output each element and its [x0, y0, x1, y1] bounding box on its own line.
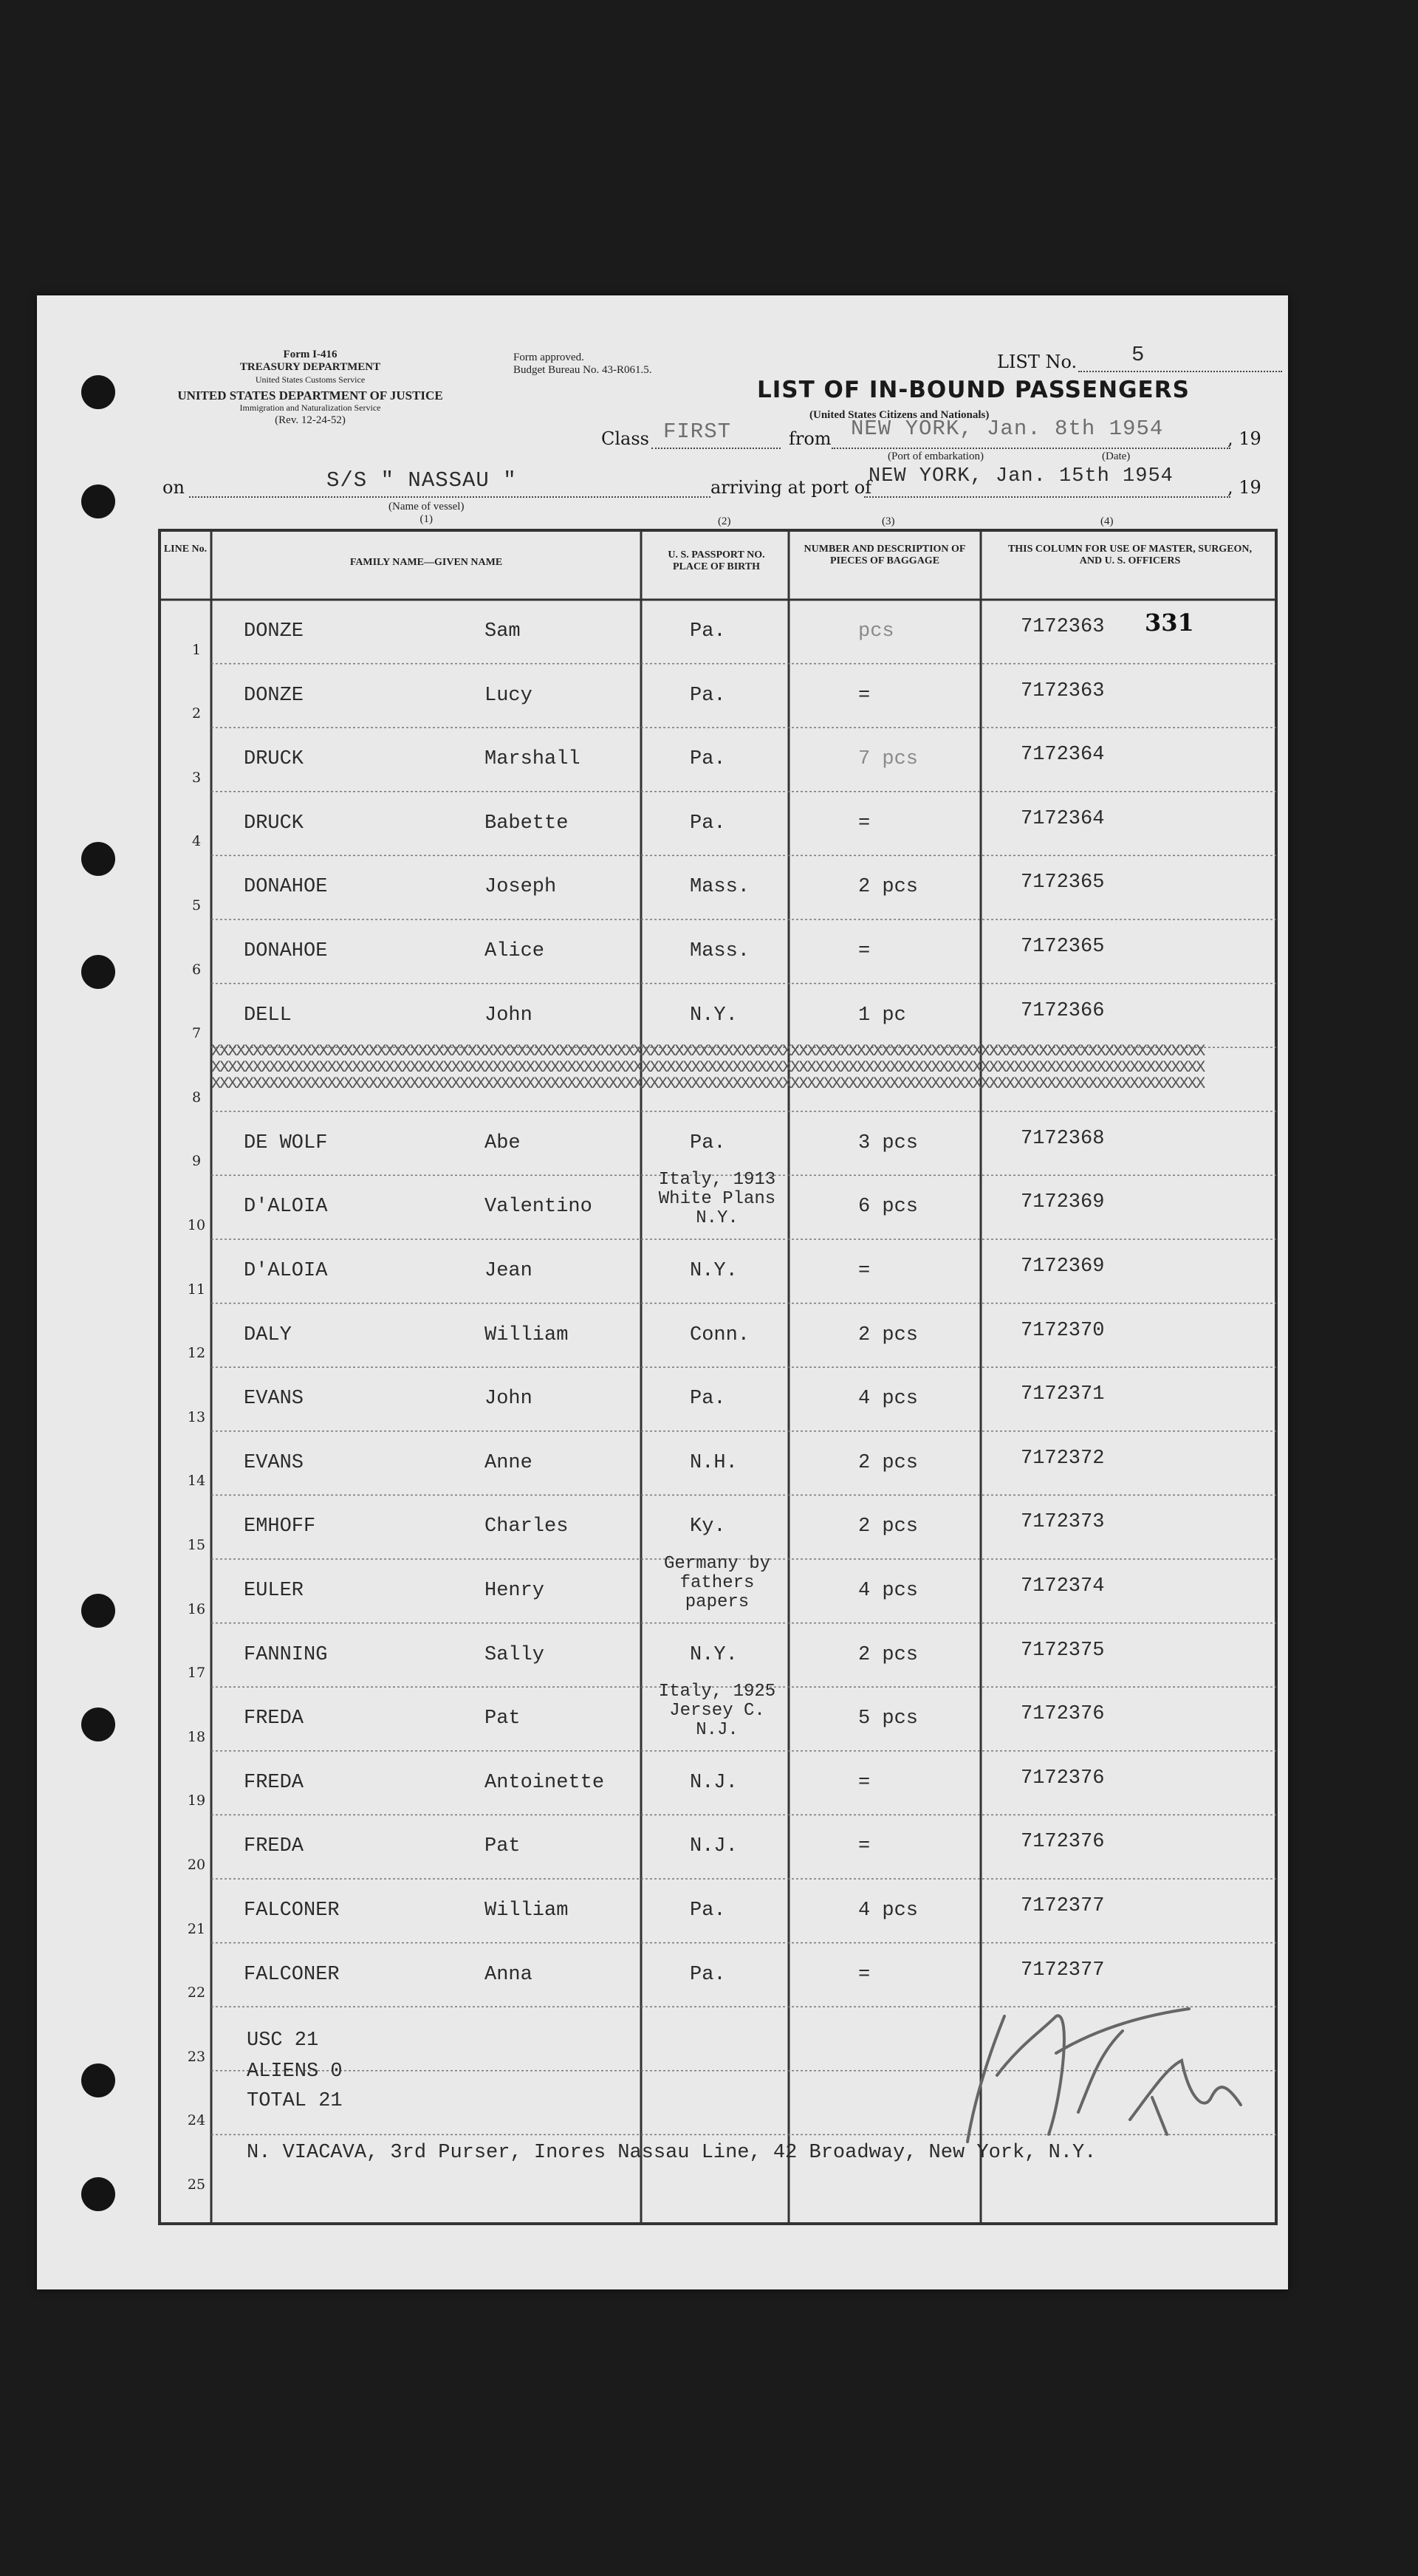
given-name: Lucy — [484, 684, 532, 707]
baggage: = — [858, 1963, 871, 1986]
crossed-out-row: XXXXXXXXXXXXXXXXXXXXXXXXXXXXXXXXXXXXXXXXXXXXXXXXXXXXXXXXXXXXXXXXXXXXXXXXXXXXXXXXXXXXXXXXXXXXXXXXXXXXXXXXXXXXXXXXXXXXXXXX XXXXXXXXXXXXXXXXXXXXXXXXXXXXXXXXXXXXXXXXXXXXXXXXXXXXXXXXXXXXXXXXXXXXXXXXXXXXXXXXXXXXXXXXXXXXXXXXXXXXXXXXXXXXXXXXXXXXXXXX XXXXXXXXXXXXXXXXXXXXXXXXXXXXXXXXXXXXXXXXXXXXXXXXXXXXXXXXXXXXXXXXXXXXXXXXXXXXXXXXXXXXXXXXXXXXXXXXXXXXXXXXXXXXXXXXXXXXXXXX — [211, 1044, 1205, 1091]
place-of-birth: Italy, 1925 Jersey C. N.J. — [658, 1682, 776, 1741]
family-name: DONZE — [244, 684, 304, 707]
given-name: Anna — [484, 1963, 532, 1986]
officer-number: 7172365 — [1021, 871, 1105, 894]
family-name: D'ALOIA — [244, 1260, 328, 1282]
given-name: Joseph — [484, 876, 557, 899]
family-name: DELL — [244, 1004, 292, 1027]
line-number: 10 — [187, 1217, 206, 1233]
line-number: 21 — [187, 1920, 206, 1937]
place-of-birth: N.Y. — [690, 1643, 738, 1666]
place-of-birth: Pa. — [690, 1900, 726, 1922]
year-suffix-1: , 19 — [1227, 428, 1261, 449]
line-number: 25 — [187, 2176, 206, 2193]
baggage: 2 pcs — [858, 876, 919, 899]
total-all: TOTAL 21 — [247, 2090, 343, 2112]
line-number: 18 — [187, 1728, 206, 1745]
family-name: D'ALOIA — [244, 1196, 328, 1219]
officer-number: 7172374 — [1021, 1575, 1105, 1597]
place-of-birth: N.H. — [690, 1451, 738, 1474]
line-number: 22 — [187, 1984, 206, 2001]
baggage: = — [858, 1260, 871, 1282]
family-name: FREDA — [244, 1835, 304, 1858]
officer-number: 7172369 — [1021, 1256, 1105, 1278]
line-number: 19 — [187, 1792, 206, 1809]
given-name: Sally — [484, 1643, 545, 1666]
place-of-birth: Mass. — [690, 940, 750, 962]
baggage: 2 pcs — [858, 1323, 919, 1346]
given-name: Antoinette — [484, 1771, 605, 1794]
baggage: = — [858, 1835, 871, 1858]
port-caption: (Port of embarkation) — [888, 451, 984, 462]
officer-number: 7172375 — [1021, 1639, 1105, 1662]
family-name: FALCONER — [244, 1963, 340, 1986]
baggage: 4 pcs — [858, 1900, 919, 1922]
baggage: 2 pcs — [858, 1643, 919, 1666]
col-header-name: FAMILY NAME—GIVEN NAME — [349, 557, 503, 568]
given-name: Pat — [484, 1707, 521, 1730]
baggage: pcs — [858, 620, 894, 643]
revision: (Rev. 12-24-52) — [275, 414, 346, 426]
baggage: 4 pcs — [858, 1580, 919, 1602]
family-name: DONAHOE — [244, 876, 328, 899]
line-number: 4 — [191, 833, 202, 850]
line-number: 11 — [187, 1281, 206, 1298]
place-of-birth: N.Y. — [690, 1260, 738, 1282]
given-name: John — [484, 1004, 532, 1027]
document-title: LIST OF IN-BOUND PASSENGERS — [757, 377, 1190, 403]
officer-number: 7172364 — [1021, 744, 1105, 767]
family-name: DONAHOE — [244, 940, 328, 962]
col-header-baggage: NUMBER AND DESCRIPTION OF PIECES OF BAGGAGE — [804, 544, 966, 566]
line-number: 5 — [191, 897, 202, 914]
officer-number: 7172377 — [1021, 1895, 1105, 1917]
arriving-label: arriving at port of — [710, 477, 872, 498]
baggage: = — [858, 940, 871, 962]
baggage: 5 pcs — [858, 1707, 919, 1730]
given-name: Babette — [484, 812, 569, 835]
line-number: 2 — [191, 705, 202, 722]
family-name: DONZE — [244, 620, 304, 643]
family-name: FANNING — [244, 1643, 328, 1666]
line-number: 6 — [191, 961, 202, 978]
treasury-dept: TREASURY DEPARTMENT — [239, 361, 381, 373]
place-of-birth: N.J. — [690, 1771, 738, 1794]
given-name: Marshall — [484, 748, 580, 771]
justice-dept: UNITED STATES DEPARTMENT OF JUSTICE — [177, 388, 443, 402]
place-of-birth: Pa. — [690, 1131, 726, 1154]
baggage: 2 pcs — [858, 1451, 919, 1474]
line-number: 24 — [187, 2112, 206, 2129]
budget-bureau: Budget Bureau No. 43-R061.5. — [513, 364, 652, 376]
col-header-line: LINE No. — [163, 544, 208, 555]
form-number: Form I-416 — [283, 349, 338, 360]
family-name: DRUCK — [244, 748, 304, 771]
line-number: 3 — [191, 769, 202, 786]
place-of-birth: Pa. — [690, 1963, 726, 1986]
immigration-service: Immigration and Naturalization Service — [239, 402, 381, 413]
family-name: EVANS — [244, 1388, 304, 1411]
baggage: 6 pcs — [858, 1196, 919, 1219]
given-name: Valentino — [484, 1196, 592, 1219]
family-name: EMHOFF — [244, 1515, 316, 1538]
family-name: DALY — [244, 1323, 292, 1346]
col3-number: (3) — [882, 515, 895, 527]
class-label: Class — [601, 428, 649, 449]
place-of-birth: Pa. — [690, 620, 726, 643]
officer-number: 7172376 — [1021, 1767, 1105, 1789]
year-suffix-2: , 19 — [1227, 477, 1261, 498]
line-number: 8 — [191, 1089, 202, 1106]
form-approved: Form approved. — [513, 352, 584, 363]
place-of-birth: Germany by fathers papers — [663, 1554, 771, 1612]
line-number: 9 — [191, 1153, 202, 1170]
col-header-passport: U. S. PASSPORT NO. PLACE OF BIRTH — [668, 549, 765, 572]
baggage: = — [858, 1771, 871, 1794]
place-of-birth: Pa. — [690, 684, 726, 707]
officer-number: 7172364 — [1021, 807, 1105, 830]
from-label: from — [789, 428, 832, 449]
line-number: 7 — [191, 1025, 202, 1042]
place-of-birth: Italy, 1913 White Plans N.Y. — [658, 1170, 776, 1229]
given-name: Jean — [484, 1260, 532, 1282]
line-number: 15 — [187, 1537, 206, 1553]
officer-number: 7172369 — [1021, 1191, 1105, 1214]
total-aliens: ALIENS 0 — [247, 2061, 343, 2083]
arriving-value: NEW YORK, Jan. 15th 1954 — [869, 465, 1174, 487]
baggage: 1 pc — [858, 1004, 906, 1027]
given-name: William — [484, 1900, 569, 1922]
handwritten-signature — [945, 1987, 1285, 2157]
officer-number: 7172376 — [1021, 1831, 1105, 1854]
family-name: FALCONER — [244, 1900, 340, 1922]
officer-number: 7172372 — [1021, 1447, 1105, 1470]
customs-service: United States Customs Service — [255, 374, 366, 385]
given-name: Abe — [484, 1131, 521, 1154]
baggage: 2 pcs — [858, 1515, 919, 1538]
line-number: 13 — [187, 1408, 206, 1425]
place-of-birth: Conn. — [690, 1323, 750, 1346]
baggage: = — [858, 684, 871, 707]
given-name: Sam — [484, 620, 521, 643]
col2-number: (2) — [718, 515, 731, 527]
line-number: 20 — [187, 1857, 206, 1873]
page-number: 331 — [1145, 609, 1194, 637]
line-number: 1 — [191, 641, 202, 658]
family-name: FREDA — [244, 1707, 304, 1730]
vessel-caption: (Name of vessel) (1) — [388, 501, 465, 525]
purser-footer: N. VIACAVA, 3rd Purser, Inores Nassau Line, 42 Broadway, New York, N.Y. — [247, 2142, 1097, 2164]
officer-number: 7172371 — [1021, 1383, 1105, 1406]
col-header-officers: THIS COLUMN FOR USE OF MASTER, SURGEON, AND U. S. OFFICERS — [1007, 544, 1253, 566]
place-of-birth: N.J. — [690, 1835, 738, 1858]
given-name: Charles — [484, 1515, 569, 1538]
manifest-page — [37, 295, 1288, 2289]
officer-number: 7172365 — [1021, 936, 1105, 958]
on-label: on — [162, 477, 185, 498]
from-value: NEW YORK, Jan. 8th 1954 — [851, 417, 1164, 441]
line-number: 14 — [187, 1473, 206, 1490]
line-number: 12 — [187, 1345, 206, 1362]
col4-number: (4) — [1100, 515, 1114, 527]
line-number: 17 — [187, 1665, 206, 1682]
officer-number: 7172368 — [1021, 1127, 1105, 1150]
document-subtitle: (United States Citizens and Nationals) — [809, 409, 990, 421]
officer-number: 7172363 — [1021, 679, 1105, 702]
line-number: 23 — [187, 2048, 206, 2065]
officer-number: 7172376 — [1021, 1703, 1105, 1726]
list-no-value: 5 — [1131, 343, 1145, 367]
given-name: Pat — [484, 1835, 521, 1858]
officer-number: 7172370 — [1021, 1319, 1105, 1342]
vessel-name: S/S " NASSAU " — [326, 468, 517, 493]
officer-number: 7172363 — [1021, 616, 1105, 638]
list-no-label: LIST No. — [997, 352, 1078, 372]
baggage: 3 pcs — [858, 1131, 919, 1154]
officer-number: 7172373 — [1021, 1511, 1105, 1534]
given-name: Alice — [484, 940, 545, 962]
family-name: EULER — [244, 1580, 304, 1602]
given-name: John — [484, 1388, 532, 1411]
given-name: Henry — [484, 1580, 545, 1602]
place-of-birth: Pa. — [690, 812, 726, 835]
date-caption: (Date) — [1102, 451, 1131, 462]
baggage: = — [858, 812, 871, 835]
given-name: Anne — [484, 1451, 532, 1474]
class-value: FIRST — [663, 419, 732, 444]
place-of-birth: N.Y. — [690, 1004, 738, 1027]
place-of-birth: Pa. — [690, 748, 726, 771]
total-usc: USC 21 — [247, 2029, 319, 2052]
place-of-birth: Pa. — [690, 1388, 726, 1411]
officer-number: 7172366 — [1021, 999, 1105, 1022]
family-name: DE WOLF — [244, 1131, 328, 1154]
family-name: EVANS — [244, 1451, 304, 1474]
family-name: DRUCK — [244, 812, 304, 835]
family-name: FREDA — [244, 1771, 304, 1794]
baggage: 7 pcs — [858, 748, 919, 771]
place-of-birth: Ky. — [690, 1515, 726, 1538]
place-of-birth: Mass. — [690, 876, 750, 899]
baggage: 4 pcs — [858, 1388, 919, 1411]
line-number: 16 — [187, 1600, 206, 1617]
given-name: William — [484, 1323, 569, 1346]
officer-number: 7172377 — [1021, 1959, 1105, 1981]
